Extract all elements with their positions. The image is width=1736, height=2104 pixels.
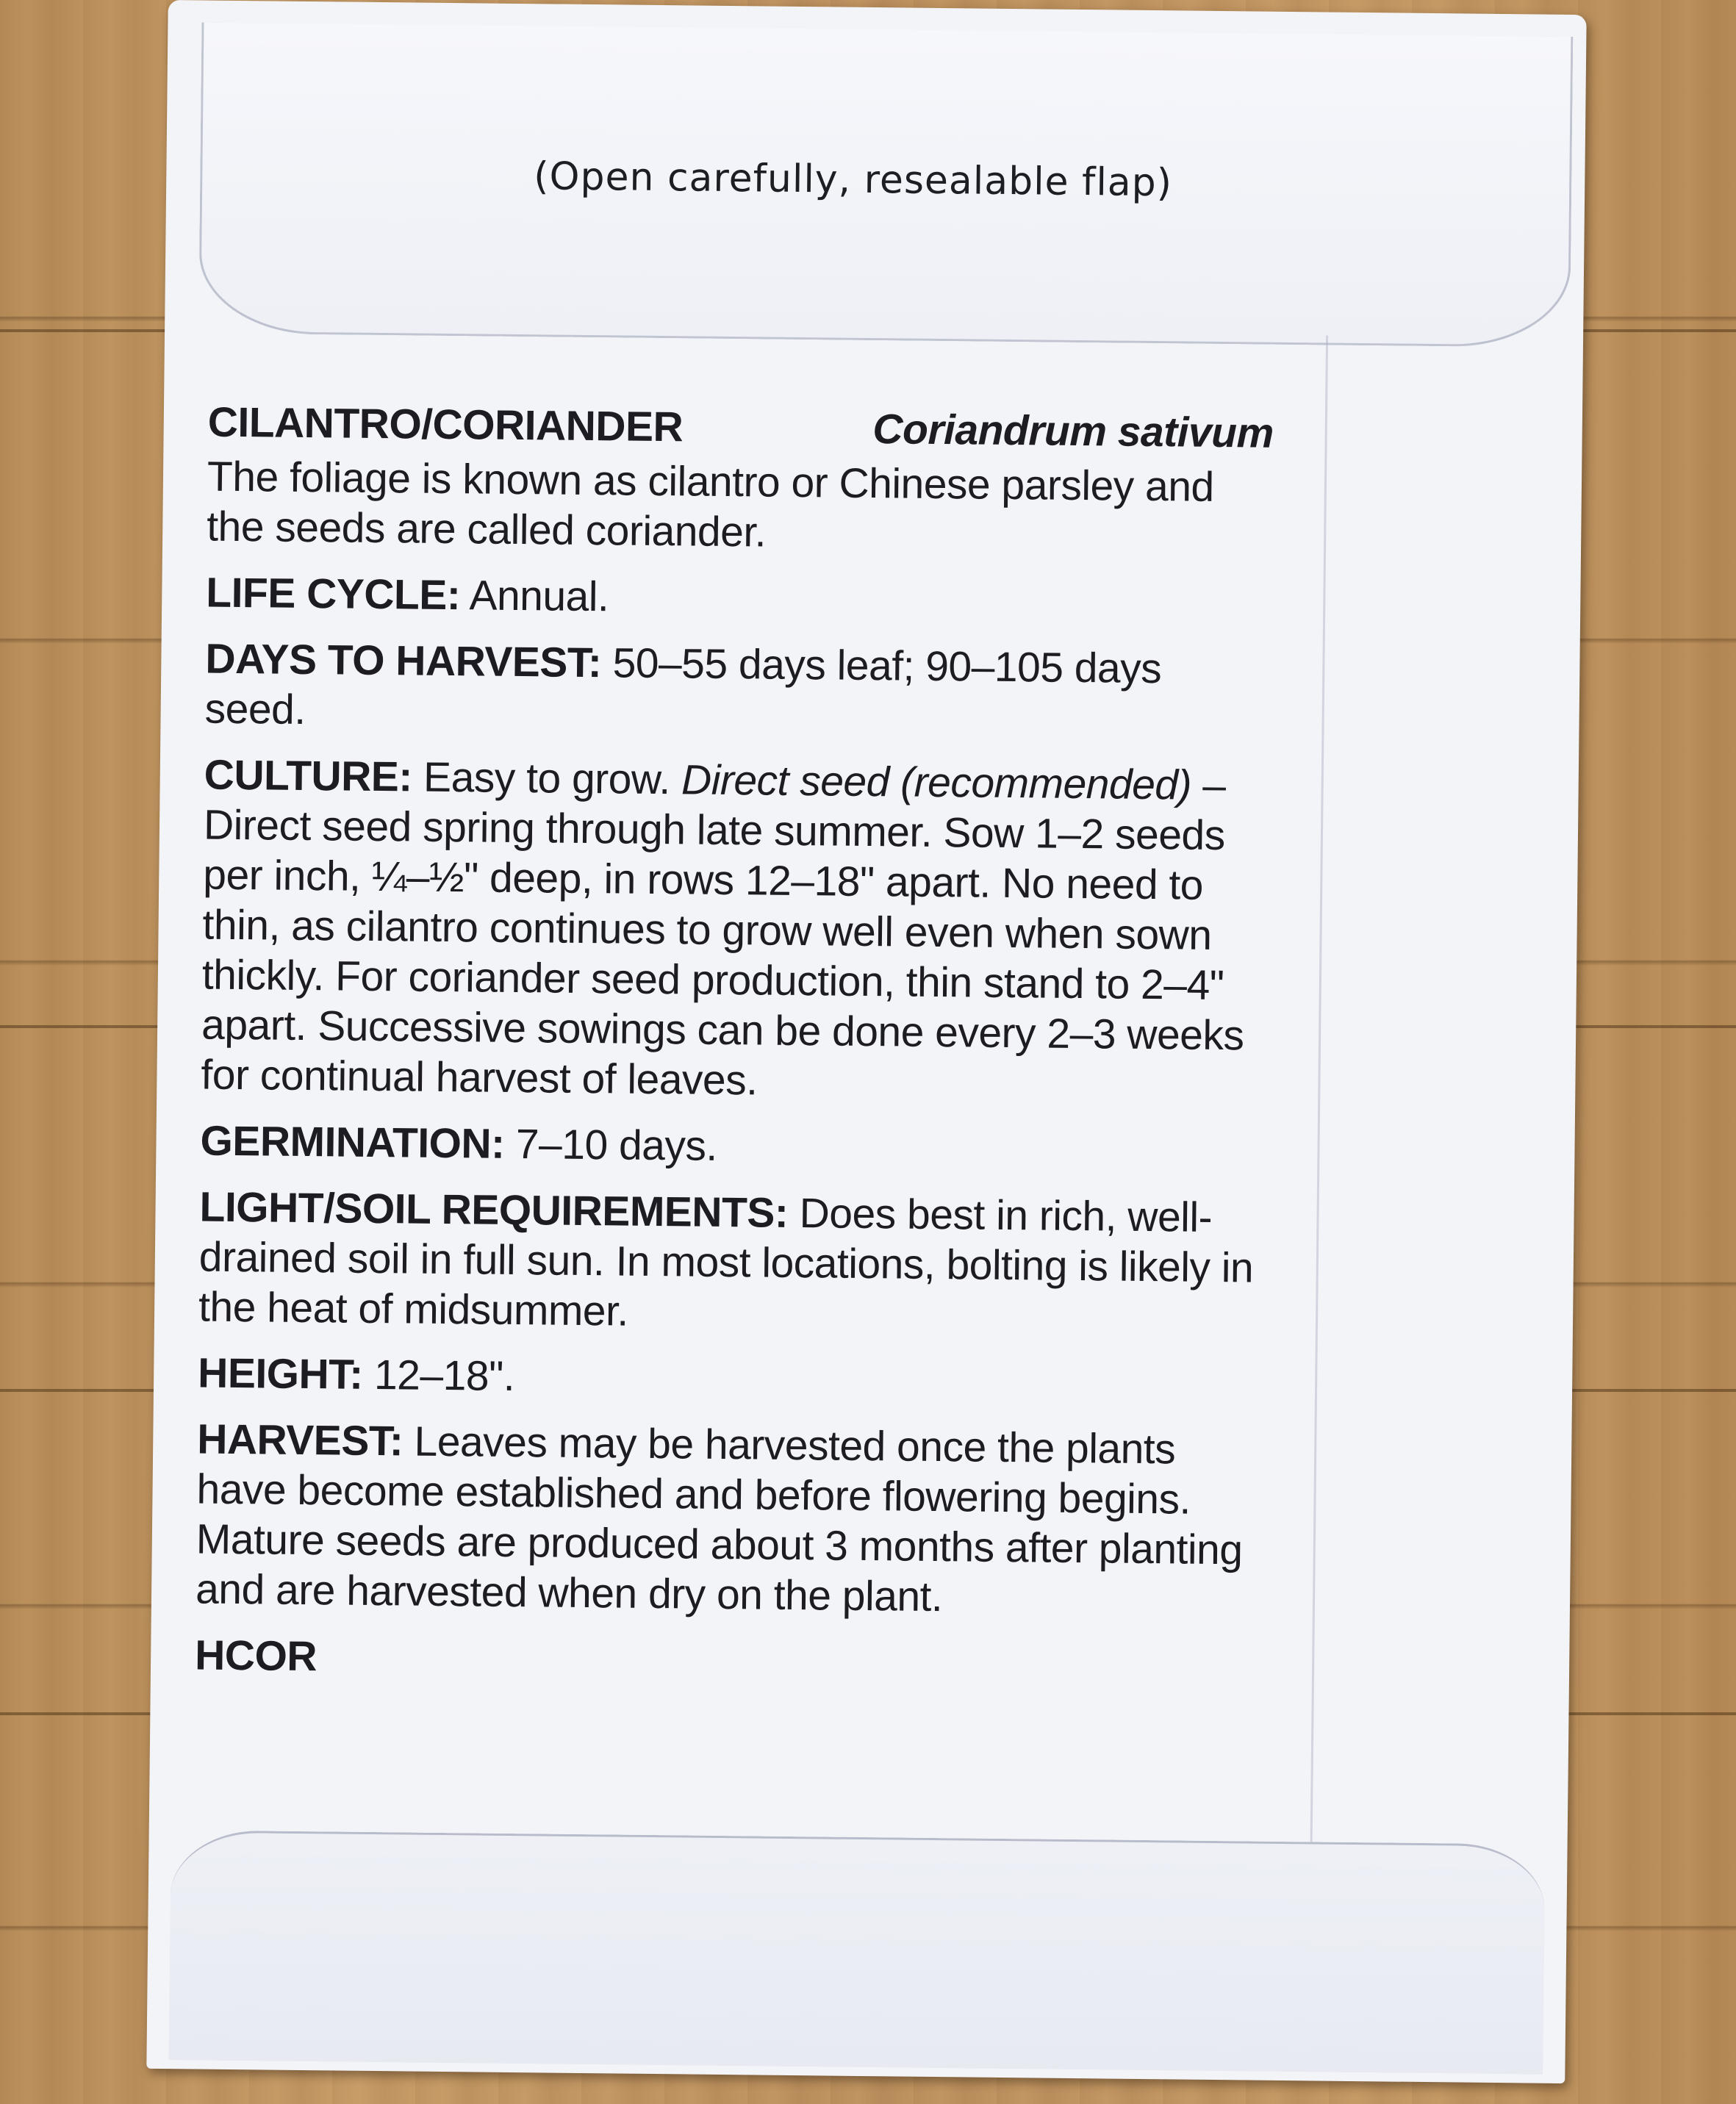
days-to-harvest-value: 50–55 days leaf; 90–105 days seed.: [204, 639, 1162, 733]
germination-label: GERMINATION:: [200, 1117, 505, 1168]
product-code: HCOR: [194, 1631, 318, 1681]
germination-value: 7–10 days.: [504, 1120, 718, 1170]
height-label: HEIGHT:: [197, 1349, 364, 1399]
culture-italic: Direct seed (recommended): [670, 756, 1192, 809]
flap-instruction: (Open carefully, resealable flap): [533, 154, 1173, 206]
culture-label: CULTURE:: [204, 751, 413, 801]
height: [198, 1348, 1257, 1409]
harvest: [196, 1414, 1256, 1625]
envelope-seam: [1310, 335, 1328, 1842]
scientific-name: Coriandrum sativum: [872, 406, 1274, 457]
height-value: 12–18".: [362, 1351, 515, 1401]
harvest-value: Leaves may be harvested once the plants have become established and before flowering begins. Mature seeds are produced about 3 months after planting and are harvested when dry on the plant.: [195, 1418, 1243, 1621]
light-soil-label: LIGHT/SOIL REQUIREMENTS:: [199, 1183, 789, 1237]
seed-packet: [146, 0, 1586, 2083]
intro-text: The foliage is known as cilantro or Chinese parsley and the seeds are called coriander.: [206, 453, 1215, 556]
germination: [200, 1116, 1259, 1177]
harvest-label: HARVEST:: [196, 1415, 403, 1465]
culture-text-post: – Direct seed spring through late summer. Sow 1–2 seeds per inch, ¼–½" deep, in rows 12–18" apart. No need to thin, as cilantro continues to grow well even when sown thickly. For coriander seed production, thin stand to 2–4" apart. Successive sowings can be done every 2–3 weeks for continual harvest of leaves.: [201, 761, 1244, 1105]
life-cycle: [206, 568, 1265, 629]
culture-text-pre: Easy to grow.: [412, 753, 671, 804]
days-to-harvest-label: DAYS TO HARVEST:: [205, 635, 602, 687]
culture: [201, 750, 1263, 1111]
light-soil-value: Does best in rich, well-drained soil in full sun. In most locations, bolting is likely in the heat of midsummer.: [198, 1189, 1254, 1335]
light-soil: [198, 1182, 1258, 1343]
common-name: CILANTRO/CORIANDER: [207, 398, 684, 451]
days-to-harvest: [204, 634, 1263, 745]
bottom-flap: [168, 1830, 1545, 2075]
packet-text: [194, 398, 1274, 1692]
life-cycle-value: Annual.: [459, 572, 609, 621]
life-cycle-label: LIFE CYCLE:: [206, 569, 461, 620]
title-row: [207, 398, 1274, 459]
